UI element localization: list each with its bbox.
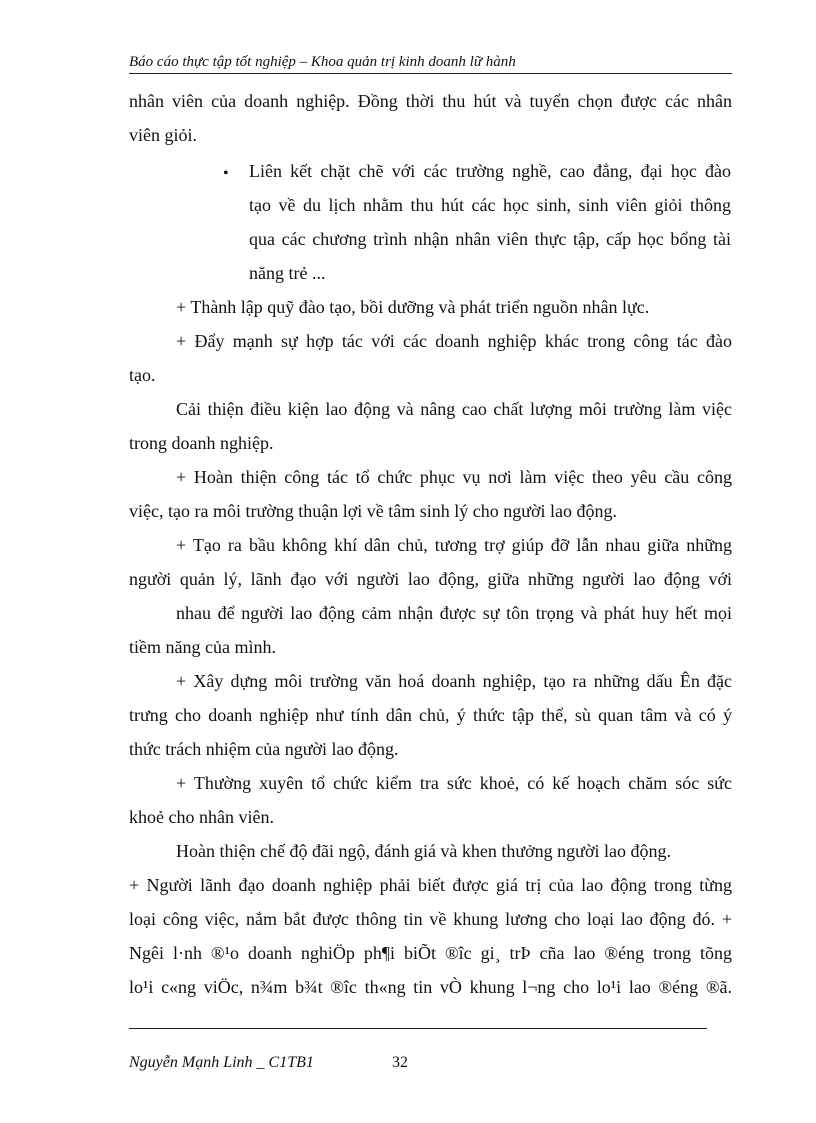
text-line: Liên kết chặt chẽ với các trường nghề, cao đẳng, đại học đào	[249, 161, 731, 181]
text-line: việc, tạo ra môi trường thuận lợi về tâm sinh lý cho người lao động.	[129, 501, 617, 521]
footer-rule	[129, 1028, 707, 1029]
text-line: qua các chương trình nhận nhân viên thực tập, cấp học bổng tài	[249, 229, 731, 249]
text-line: Cải thiện điều kiện lao động và nâng cao chất lượng môi trường làm việc	[176, 399, 732, 419]
text-line: tiềm năng của mình.	[129, 637, 276, 657]
text-line: nhau để người lao động cảm nhận được sự tôn trọng và phát huy hết mọi	[176, 603, 732, 623]
text-line: thức trách nhiệm của người lao động.	[129, 739, 399, 759]
text-line: + Thường xuyên tổ chức kiểm tra sức khoẻ, có kế hoạch chăm sóc sức	[176, 773, 732, 793]
text-line: khoẻ cho nhân viên.	[129, 807, 274, 827]
text-line: + Tạo ra bầu không khí dân chủ, tương trợ giúp đỡ lẫn nhau giữa những	[176, 535, 732, 555]
text-line: trong doanh nghiệp.	[129, 433, 274, 453]
text-line: + Thành lập quỹ đào tạo, bồi dưỡng và phát triển nguồn nhân lực.	[176, 297, 650, 317]
text-line: viên giỏi.	[129, 125, 197, 145]
page-number: 32	[392, 1054, 408, 1071]
text-line: Ngêi l·nh ®¹o doanh nghiÖp ph¶i biÕt ®îc gi¸ trÞ cña lao ®éng trong tõng	[129, 943, 732, 963]
page-header-title: Báo cáo thực tập tốt nghiệp – Khoa quản trị kinh doanh lữ hành	[129, 54, 516, 70]
text-line: năng trẻ ...	[249, 263, 326, 283]
footer-author: Nguyễn Mạnh Linh _ C1TB1	[129, 1054, 314, 1071]
text-line: tạo về du lịch nhằm thu hút các học sinh, sinh viên giỏi thông	[249, 195, 731, 215]
text-line: + Hoàn thiện công tác tổ chức phục vụ nơi làm việc theo yêu cầu công	[176, 467, 732, 487]
text-line: + Xây dựng môi trường văn hoá doanh nghiệp, tạo ra những dấu Ên đặc	[176, 671, 732, 691]
header-rule	[129, 73, 732, 74]
text-line: tạo.	[129, 365, 156, 385]
text-line: trưng cho doanh nghiệp như tính dân chủ, ý thức tập thể, sù quan tâm và có ý	[129, 705, 732, 725]
text-line: người quản lý, lãnh đạo với người lao động, giữa những người lao động với	[129, 569, 732, 589]
text-line: nhân viên của doanh nghiệp. Đồng thời thu hút và tuyển chọn được các nhân	[129, 91, 732, 111]
bullet-icon: •	[223, 165, 229, 182]
text-line: + Người lãnh đạo doanh nghiệp phải biết được giá trị của lao động trong từng	[129, 875, 732, 895]
text-line: loại công việc, nắm bắt được thông tin về khung lương cho loại lao động đó. +	[129, 909, 732, 929]
text-line: + Đẩy mạnh sự hợp tác với các doanh nghiệp khác trong công tác đào	[176, 331, 732, 351]
text-line: lo¹i c«ng viÖc, n¾m b¾t ®îc th«ng tin vÒ khung l¬ng cho lo¹i lao ®éng ®ã.	[129, 977, 732, 997]
text-line: Hoàn thiện chế độ đãi ngộ, đánh giá và khen thưởng người lao động.	[176, 841, 671, 861]
